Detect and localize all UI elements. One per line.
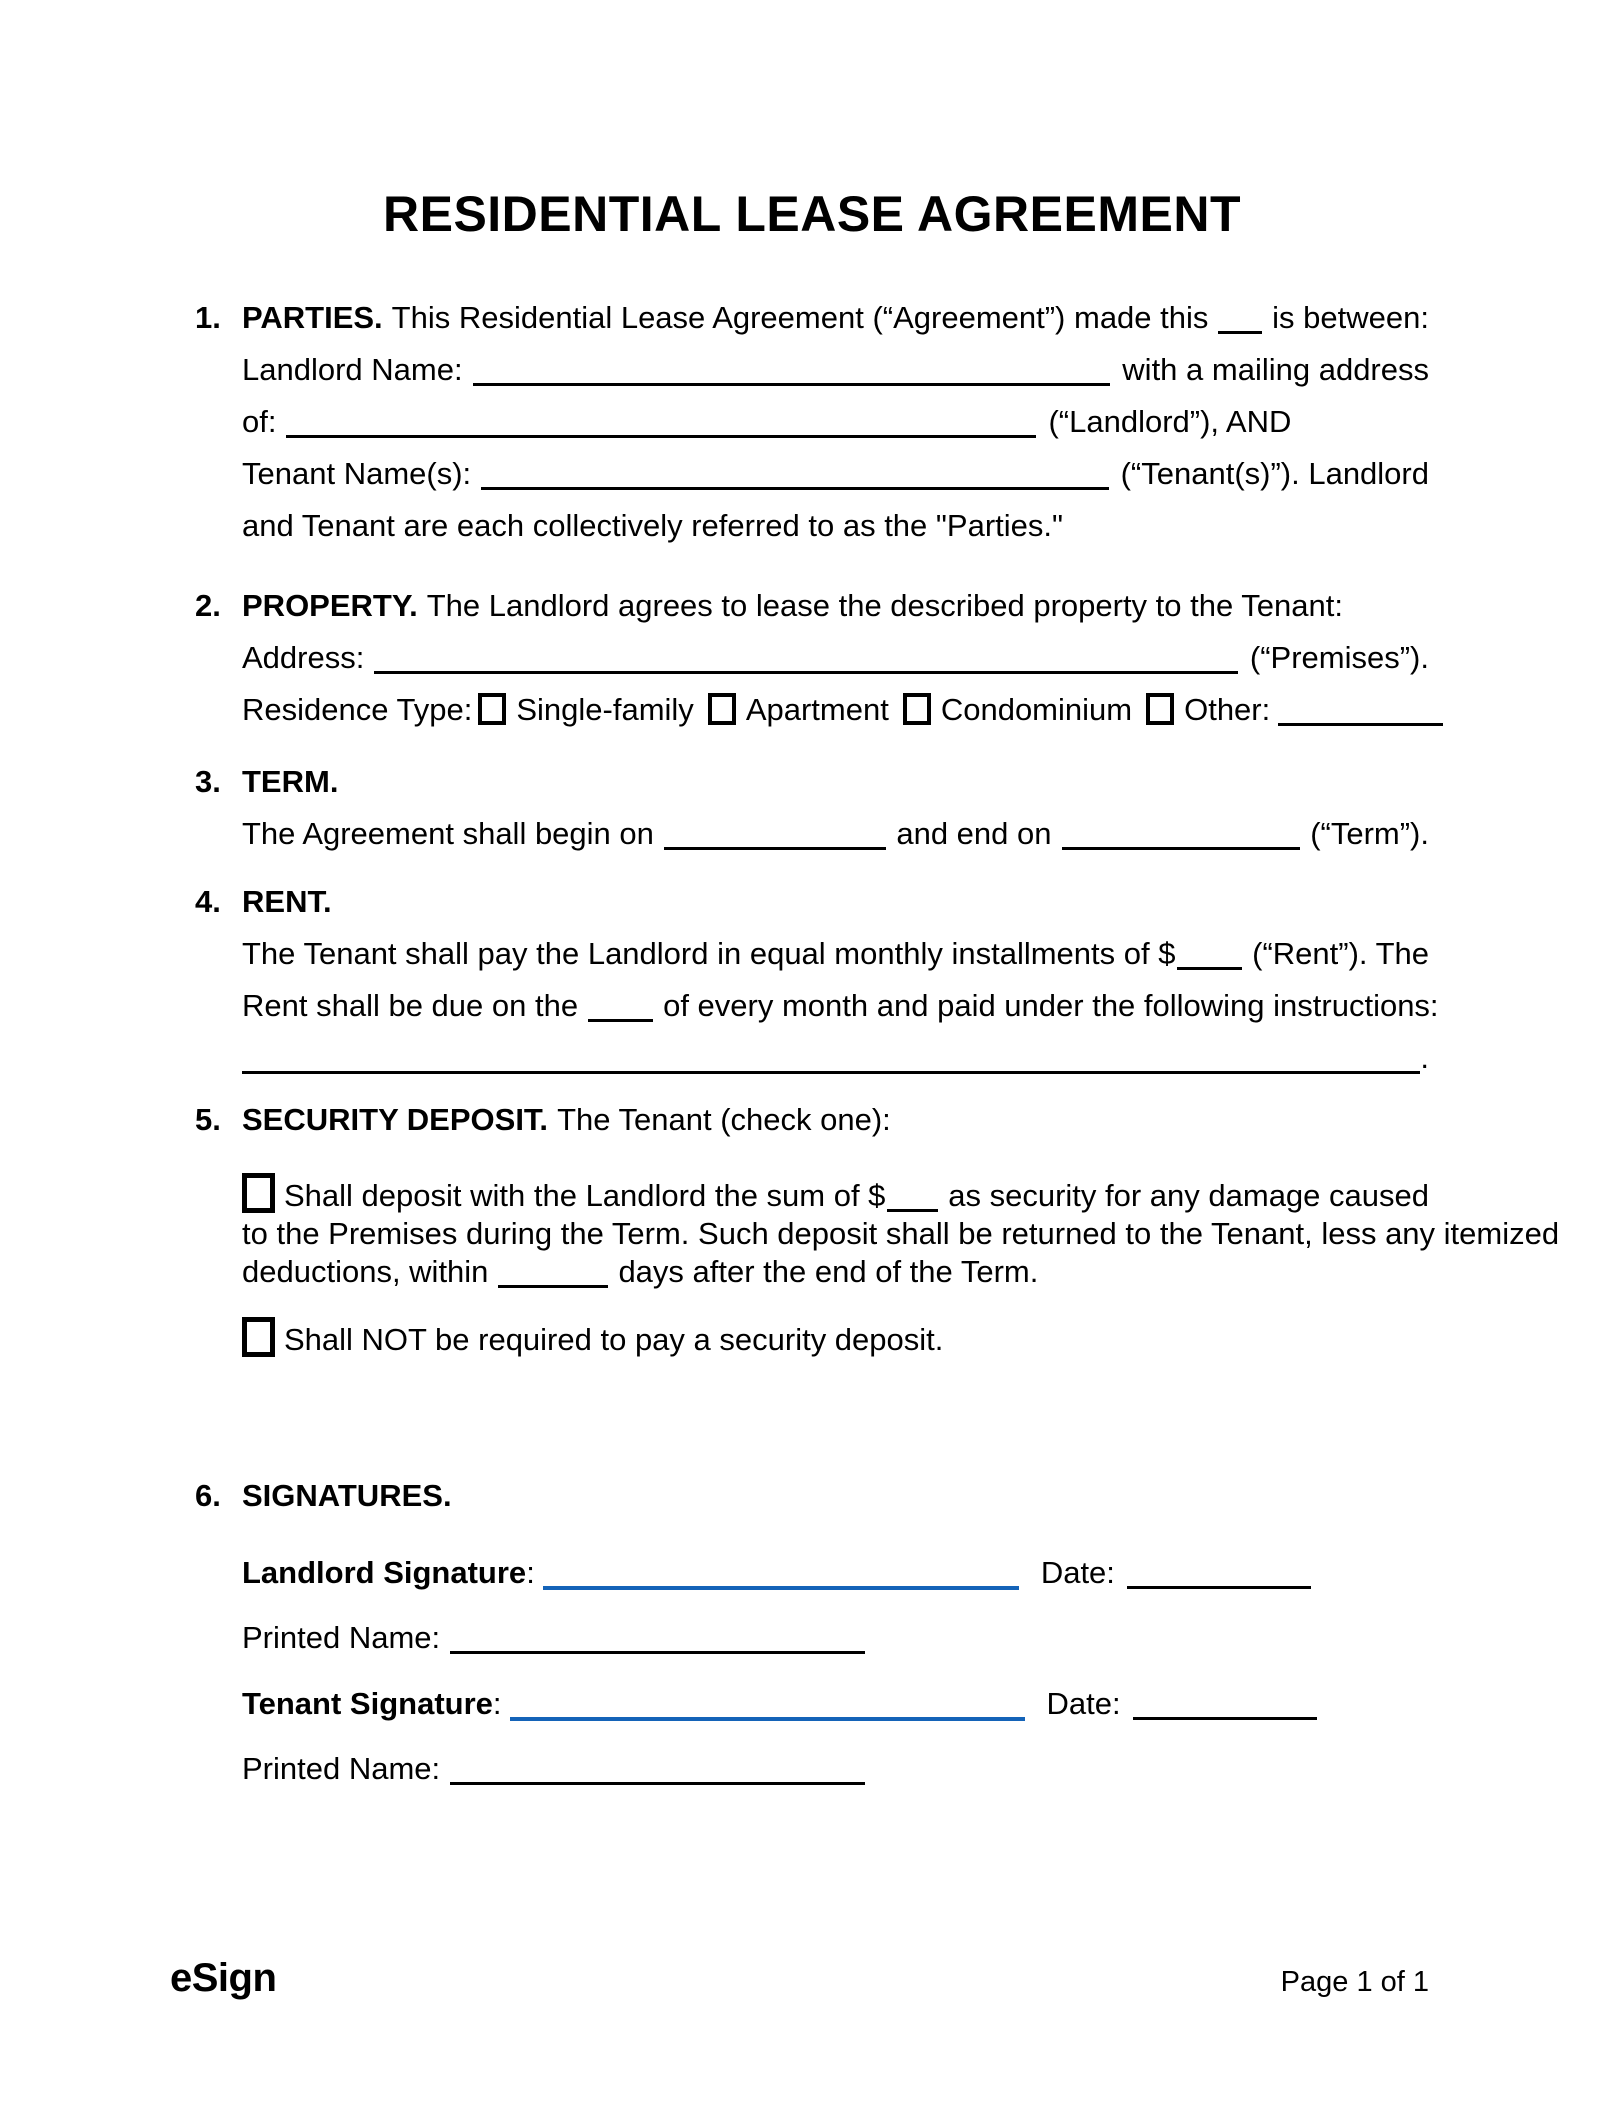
landlord-address-blank[interactable] <box>286 435 1036 438</box>
landlord-date-blank[interactable] <box>1127 1586 1311 1589</box>
landlord-signature-line[interactable] <box>543 1586 1019 1590</box>
landlord-signature-colon: : <box>526 1555 535 1590</box>
tenant-date-blank[interactable] <box>1133 1717 1317 1720</box>
deposit-option1-line3-a: deductions, within <box>242 1254 489 1289</box>
section-signatures <box>195 1470 1429 1795</box>
tenant-printed-name-label: Printed Name: <box>242 1751 441 1786</box>
deposit-option1-text-b: as security for any damage caused <box>948 1178 1429 1213</box>
property-heading-rest: The Landlord agrees to lease the described property to the Tenant: <box>426 588 1343 623</box>
landlord-date-label: Date: <box>1040 1555 1115 1590</box>
parties-number: 1. <box>195 300 221 335</box>
deposit-option1-text-a: Shall deposit with the Landlord the sum of $ <box>284 1178 886 1213</box>
term-start-blank[interactable] <box>664 847 886 850</box>
residence-condominium-label: Condominium <box>940 692 1133 727</box>
residence-other-label: Other: <box>1184 692 1271 727</box>
rent-line2-text: Rent shall be due on the <box>242 988 579 1023</box>
section-security-deposit <box>195 1094 1560 1359</box>
page-footer <box>0 1956 1624 2001</box>
landlord-signature-label: Landlord Signature <box>242 1555 527 1590</box>
security-number: 5. <box>195 1102 221 1137</box>
residence-apartment-label: Apartment <box>745 692 889 727</box>
residence-condominium-checkbox[interactable] <box>903 693 931 725</box>
residence-other-checkbox[interactable] <box>1146 693 1174 725</box>
term-number: 3. <box>195 764 221 799</box>
landlord-name-label: Landlord Name: <box>242 352 463 387</box>
term-end-blank[interactable] <box>1062 847 1301 850</box>
section-term <box>195 756 1429 860</box>
deposit-required-checkbox[interactable] <box>242 1173 275 1213</box>
rent-heading: RENT. <box>242 884 332 919</box>
rent-line1-suffix: (“Rent”). The <box>1252 936 1429 971</box>
landlord-printed-name-label: Printed Name: <box>242 1620 441 1655</box>
signatures-number: 6. <box>195 1478 221 1513</box>
no-deposit-option <box>242 1310 1429 1359</box>
property-address-blank[interactable] <box>374 671 1238 674</box>
deposit-amount-blank[interactable] <box>887 1209 938 1212</box>
deposit-option1-line2: to the Premises during the Term. Such deposit shall be returned to the Tenant, less any itemized <box>242 1216 1560 1251</box>
tenant-date-label: Date: <box>1046 1686 1121 1721</box>
parties-intro-end: is between: <box>1272 300 1429 335</box>
landlord-name-blank[interactable] <box>473 383 1111 386</box>
tenant-signature-colon: : <box>492 1686 502 1721</box>
rent-number: 4. <box>195 884 221 919</box>
esign-logo: eSign <box>170 1956 277 2000</box>
term-suffix: (“Term”). <box>1310 816 1429 851</box>
tenant-names-blank[interactable] <box>481 487 1108 490</box>
section-rent <box>195 876 1439 1084</box>
landlord-name-suffix: with a mailing address <box>1122 352 1429 387</box>
security-heading: SECURITY DEPOSIT. <box>242 1102 549 1137</box>
security-heading-rest: The Tenant (check one): <box>557 1102 891 1137</box>
rent-line1-text: The Tenant shall pay the Landlord in equal monthly installments of $ <box>242 936 1176 971</box>
tenant-signature-line[interactable] <box>510 1717 1025 1721</box>
property-heading: PROPERTY. <box>242 588 418 623</box>
term-middle-text: and end on <box>896 816 1052 851</box>
residence-apartment-checkbox[interactable] <box>708 693 736 725</box>
no-deposit-text: Shall NOT be required to pay a security deposit. <box>284 1322 944 1357</box>
signatures-heading: SIGNATURES. <box>242 1478 452 1513</box>
payment-instructions-blank[interactable] <box>242 1071 1420 1074</box>
mailing-address-label: of: <box>242 404 277 439</box>
property-address-label: Address: <box>242 640 365 675</box>
tenant-names-suffix: (“Tenant(s)”). Landlord <box>1120 456 1429 491</box>
residence-single-family-label: Single-family <box>516 692 694 727</box>
term-heading: TERM. <box>242 764 339 799</box>
tenant-signature-label: Tenant Signature <box>242 1686 493 1721</box>
deposit-option1-line3-b: days after the end of the Term. <box>618 1254 1039 1289</box>
section-parties <box>195 292 1429 552</box>
no-deposit-checkbox[interactable] <box>242 1317 275 1357</box>
rent-due-day-blank[interactable] <box>588 1019 653 1022</box>
page-number: Page 1 of 1 <box>1280 1966 1429 1998</box>
parties-intro-text: This Residential Lease Agreement (“Agreement”) made this <box>391 300 1209 335</box>
parties-heading: PARTIES. <box>242 300 383 335</box>
term-begin-label: The Agreement shall begin on <box>242 816 654 851</box>
residence-single-family-checkbox[interactable] <box>478 693 506 725</box>
deposit-return-days-blank[interactable] <box>498 1285 608 1288</box>
landlord-printed-name-blank[interactable] <box>450 1651 865 1654</box>
rent-line2-suffix: of every month and paid under the following instructions: <box>663 988 1439 1023</box>
rent-line3-period: . <box>1420 1040 1429 1075</box>
property-number: 2. <box>195 588 221 623</box>
agreement-date-blank[interactable] <box>1218 331 1262 334</box>
mailing-address-suffix: (“Landlord”), AND <box>1048 404 1292 439</box>
deposit-required-option <box>242 1166 1560 1291</box>
parties-closing-text: and Tenant are each collectively referred to as the "Parties." <box>242 508 1064 543</box>
residence-type-label: Residence Type: <box>242 692 473 727</box>
section-property <box>195 580 1429 736</box>
tenant-printed-name-blank[interactable] <box>450 1782 865 1785</box>
tenant-names-label: Tenant Name(s): <box>242 456 472 491</box>
rent-amount-blank[interactable] <box>1177 967 1242 970</box>
residence-other-blank[interactable] <box>1278 723 1443 726</box>
property-address-suffix: (“Premises”). <box>1249 640 1429 675</box>
document-title: RESIDENTIAL LEASE AGREEMENT <box>382 186 1242 242</box>
